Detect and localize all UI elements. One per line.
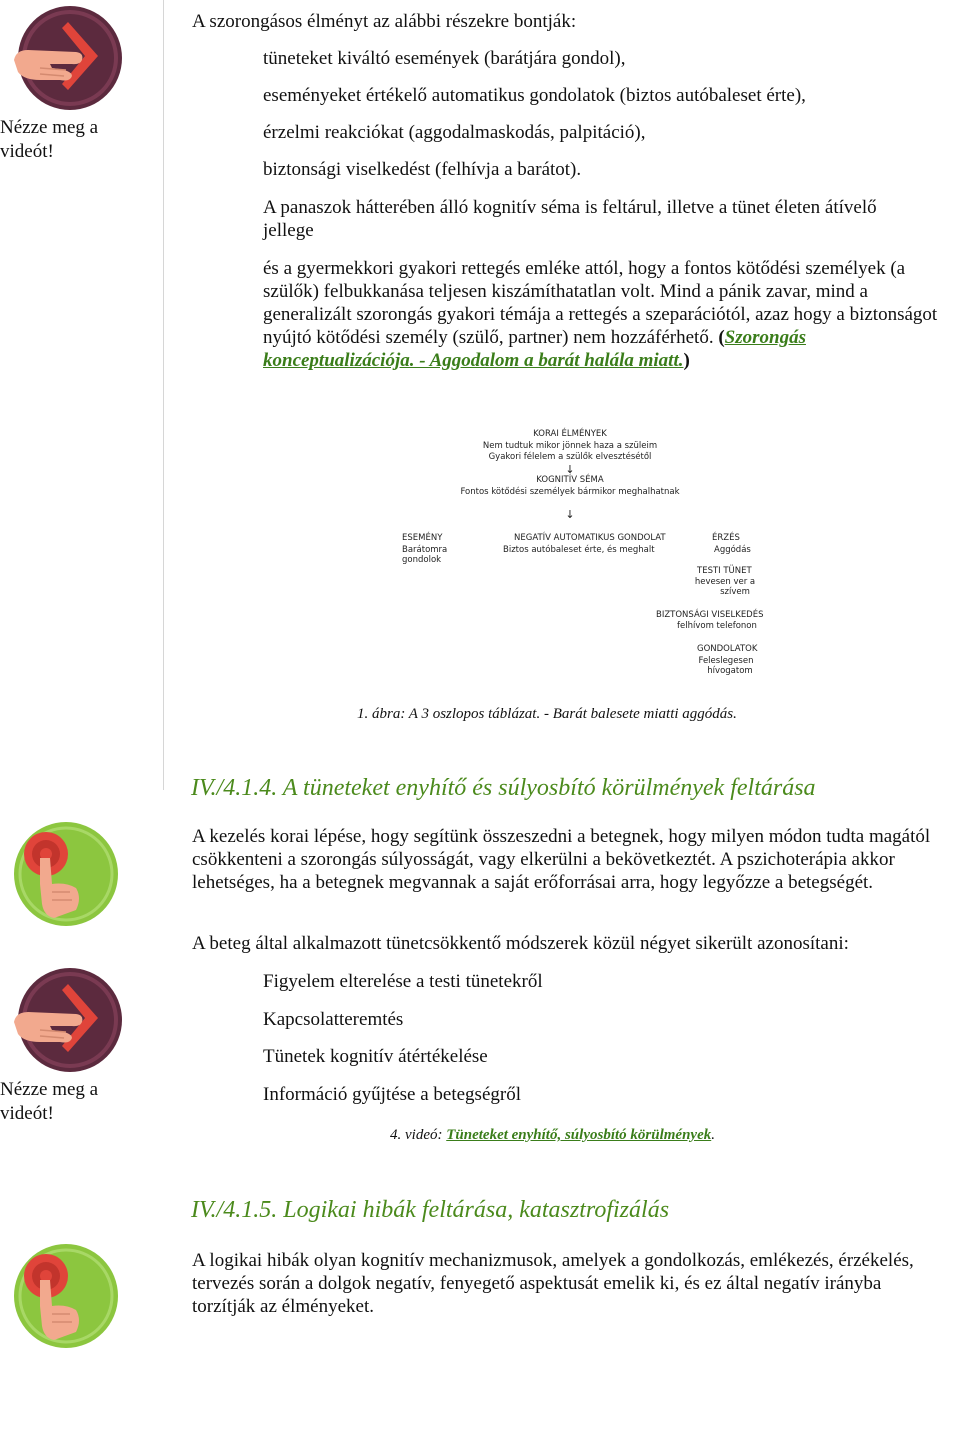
list-item: biztonsági viselkedést (felhívja a barátot). — [263, 159, 582, 180]
section1-methods-intro: A beteg által alkalmazott tünetcsökkentő módszerek közül négyet sikerült azonosítani: — [192, 933, 849, 954]
nat-line: Biztos autóbaleset érte, és meghalt — [503, 545, 655, 555]
watch-video-note: Nézze meg a videót! — [0, 1079, 99, 1124]
early-experiences-line: Nem tudtuk mikor jönnek haza a szüleim — [482, 441, 658, 451]
arrow-down: ↓ — [565, 508, 575, 521]
section2-paragraph: A logikai hibák olyan kognitív mechanizmusok, amelyek a gondolkozás, emlékezés, érzékelés, tervezés során a dolgok negatív, fenyegető aspektusát emelik ki, és ez által negatív irányba torzítják az élményeket. — [192, 1250, 914, 1317]
list-item: érzelmi reakciókat (aggodalmaskodás, palpitáció), — [263, 122, 646, 143]
method-item: Tünetek kognitív átértékelése — [263, 1046, 488, 1067]
video-caption-prefix: 4. videó: — [390, 1127, 447, 1143]
list-item: eseményeket értékelő automatikus gondolatok (biztos autóbaleset érte), — [263, 85, 806, 106]
method-item: Figyelem elterelése a testi tünetekről — [263, 971, 543, 992]
paren-close: ) — [683, 350, 690, 371]
thoughts-title: GONDOLATOK — [697, 644, 758, 654]
nat-title: NEGATÍV AUTOMATIKUS GONDOLAT — [514, 533, 666, 543]
watch-video-note: Nézze meg a videót! — [0, 117, 99, 162]
early-experiences-title: KORAI ÉLMÉNYEK — [533, 429, 607, 439]
list-item: tüneteket kiváltó események (barátjára gondol), — [263, 48, 626, 69]
thoughts-line: hívogatom — [707, 666, 753, 676]
arrow-down: ↓ — [565, 463, 575, 476]
figure-caption: 1. ábra: A 3 oszlopos táblázat. - Barát balesete miatti aggódás. — [357, 706, 737, 722]
body-symptom-line: hevesen ver a — [694, 577, 756, 587]
video-link[interactable]: Tüneteket enyhítő, súlyosbító körülmények — [446, 1127, 712, 1143]
intro-text: A szorongásos élményt az alábbi részekre bontják: — [192, 11, 577, 32]
schema-title: KOGNITÍV SÉMA — [536, 475, 604, 485]
thoughts-line: Feleslegesen — [698, 656, 754, 666]
feeling-line: Aggódás — [714, 545, 751, 555]
left-margin-divider — [163, 0, 164, 790]
section-number: IV./4.1.4. — [191, 775, 278, 801]
video-icon[interactable] — [10, 964, 122, 1074]
section-heading — [191, 1197, 669, 1224]
event-line: gondolok — [402, 555, 442, 565]
paren-open: ( — [713, 327, 725, 348]
section1-paragraph: A kezelés korai lépése, hogy segítünk összeszedni a betegnek, hogy milyen módon tudta magától csökkenteni a szorongás súlyosságát, vagy elkerülni a bekövetkeztét. A pszichoterápia akkor lehetséges, ha a betegnek megvannak a saját erőforrásai arra, hogy legyőzze a betegségét. — [192, 826, 931, 893]
task-icon[interactable] — [10, 818, 122, 928]
feeling-title: ÉRZÉS — [712, 533, 740, 543]
schema-line: Fontos kötődési személyek bármikor meghalhatnak — [460, 487, 680, 497]
section-heading — [191, 775, 816, 802]
body-symptom-line: szívem — [720, 587, 750, 597]
method-item: Kapcsolatteremtés — [263, 1009, 404, 1030]
event-line: Barátomra — [402, 545, 448, 555]
conceptualization-link[interactable]: Szorongás konceptualizációja. - Aggodalom a barát halála miatt. — [263, 327, 806, 371]
video-icon[interactable] — [10, 2, 122, 112]
schema-paragraph: A panaszok hátterében álló kognitív séma is feltárul, illetve a tünet életen átívelő jellege — [263, 197, 877, 241]
section-title: A tüneteket enyhítő és súlyosbító körülmények feltárása — [277, 775, 816, 801]
section-number: IV./4.1.5. — [191, 1197, 278, 1223]
early-experiences-line: Gyakori félelem a szülők elvesztésétől — [488, 452, 652, 462]
video-caption-suffix: . — [711, 1127, 715, 1143]
safety-behavior-title: BIZTONSÁGI VISELKEDÉS — [656, 610, 764, 620]
event-title: ESEMÉNY — [402, 533, 443, 543]
section-title: Logikai hibák feltárása, katasztrofizálás — [277, 1197, 670, 1223]
video-caption — [390, 1127, 715, 1144]
task-icon[interactable] — [10, 1240, 122, 1350]
body-symptom-title: TESTI TÜNET — [697, 566, 752, 576]
safety-behavior-line: felhívom telefonon — [677, 621, 757, 631]
attachment-paragraph — [263, 257, 953, 372]
attachment-paragraph-text: és a gyermekkori gyakori rettegés emléke attól, hogy a fontos kötődési személyek (a szülők) felbukkanása teljesen kiszámíthatatlan volt. Mind a pánik zavar, mind a generalizált szorongás gyakori témája a rettegés a szeparációtól, azaz hogy a biztonságot nyújtó kötődési személy (szülő, partner) nem hozzáférhető. — [263, 258, 938, 348]
method-item: Információ gyűjtése a betegségről — [263, 1084, 521, 1105]
